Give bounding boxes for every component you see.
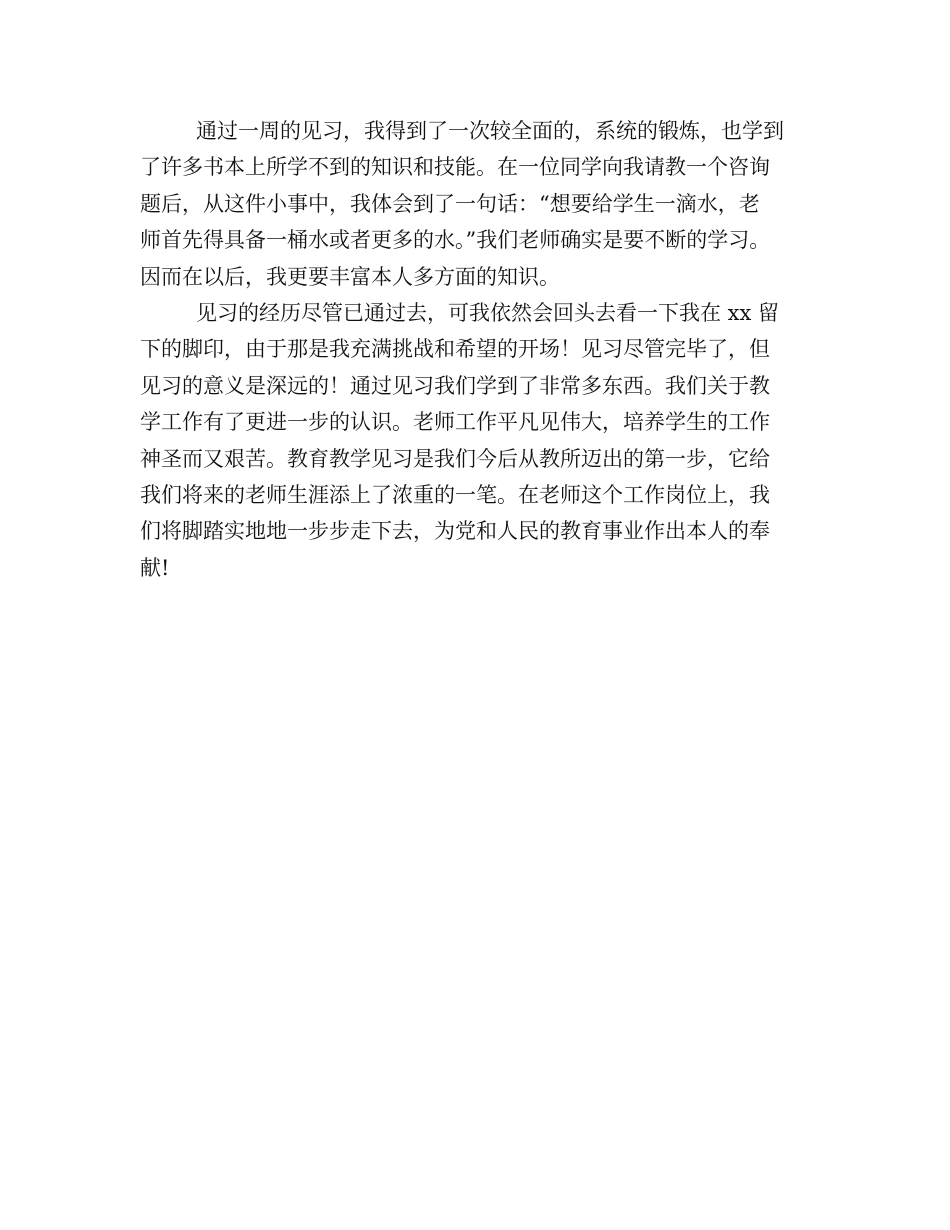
paragraph-line: 献! [140, 555, 170, 580]
paragraph-2 [140, 295, 810, 586]
paragraph-line: 下的脚印，由于那是我充满挑战和希望的开场！见习尽管完毕了，但 [140, 337, 770, 362]
document-body [140, 113, 810, 586]
paragraph-1 [140, 113, 810, 295]
paragraph-line: 见习的经历尽管已通过去，可我依然会回头去看一下我在 xx 留 [196, 300, 780, 325]
paragraph-line: 见习的意义是深远的！通过见习我们学到了非常多东西。我们关于教 [140, 373, 770, 398]
paragraph-line: 我们将来的老师生涯添上了浓重的一笔。在老师这个工作岗位上，我 [140, 482, 770, 507]
paragraph-line: 通过一周的见习，我得到了一次较全面的，系统的锻炼，也学到 [196, 119, 784, 143]
paragraph-line: 了许多书本上所学不到的知识和技能。在一位同学向我请教一个咨询 [140, 155, 770, 180]
paragraph-line: 题后，从这件小事中，我体会到了一句话：“想要给学生一滴水，老 [140, 191, 760, 216]
paragraph-line: 神圣而又艰苦。教育教学见习是我们今后从教所迈出的第一步，它给 [140, 446, 770, 471]
paragraph-line: 师首先得具备一桶水或者更多的水。”我们老师确实是要不断的学习。 [140, 228, 771, 253]
paragraph-line: 学工作有了更进一步的认识。老师工作平凡见伟大，培养学生的工作 [140, 410, 770, 435]
paragraph-line: 因而在以后，我更要丰富本人多方面的知识。 [140, 264, 560, 289]
paragraph-line: 们将脚踏实地地一步步走下去，为党和人民的教育事业作出本人的奉 [140, 519, 770, 544]
